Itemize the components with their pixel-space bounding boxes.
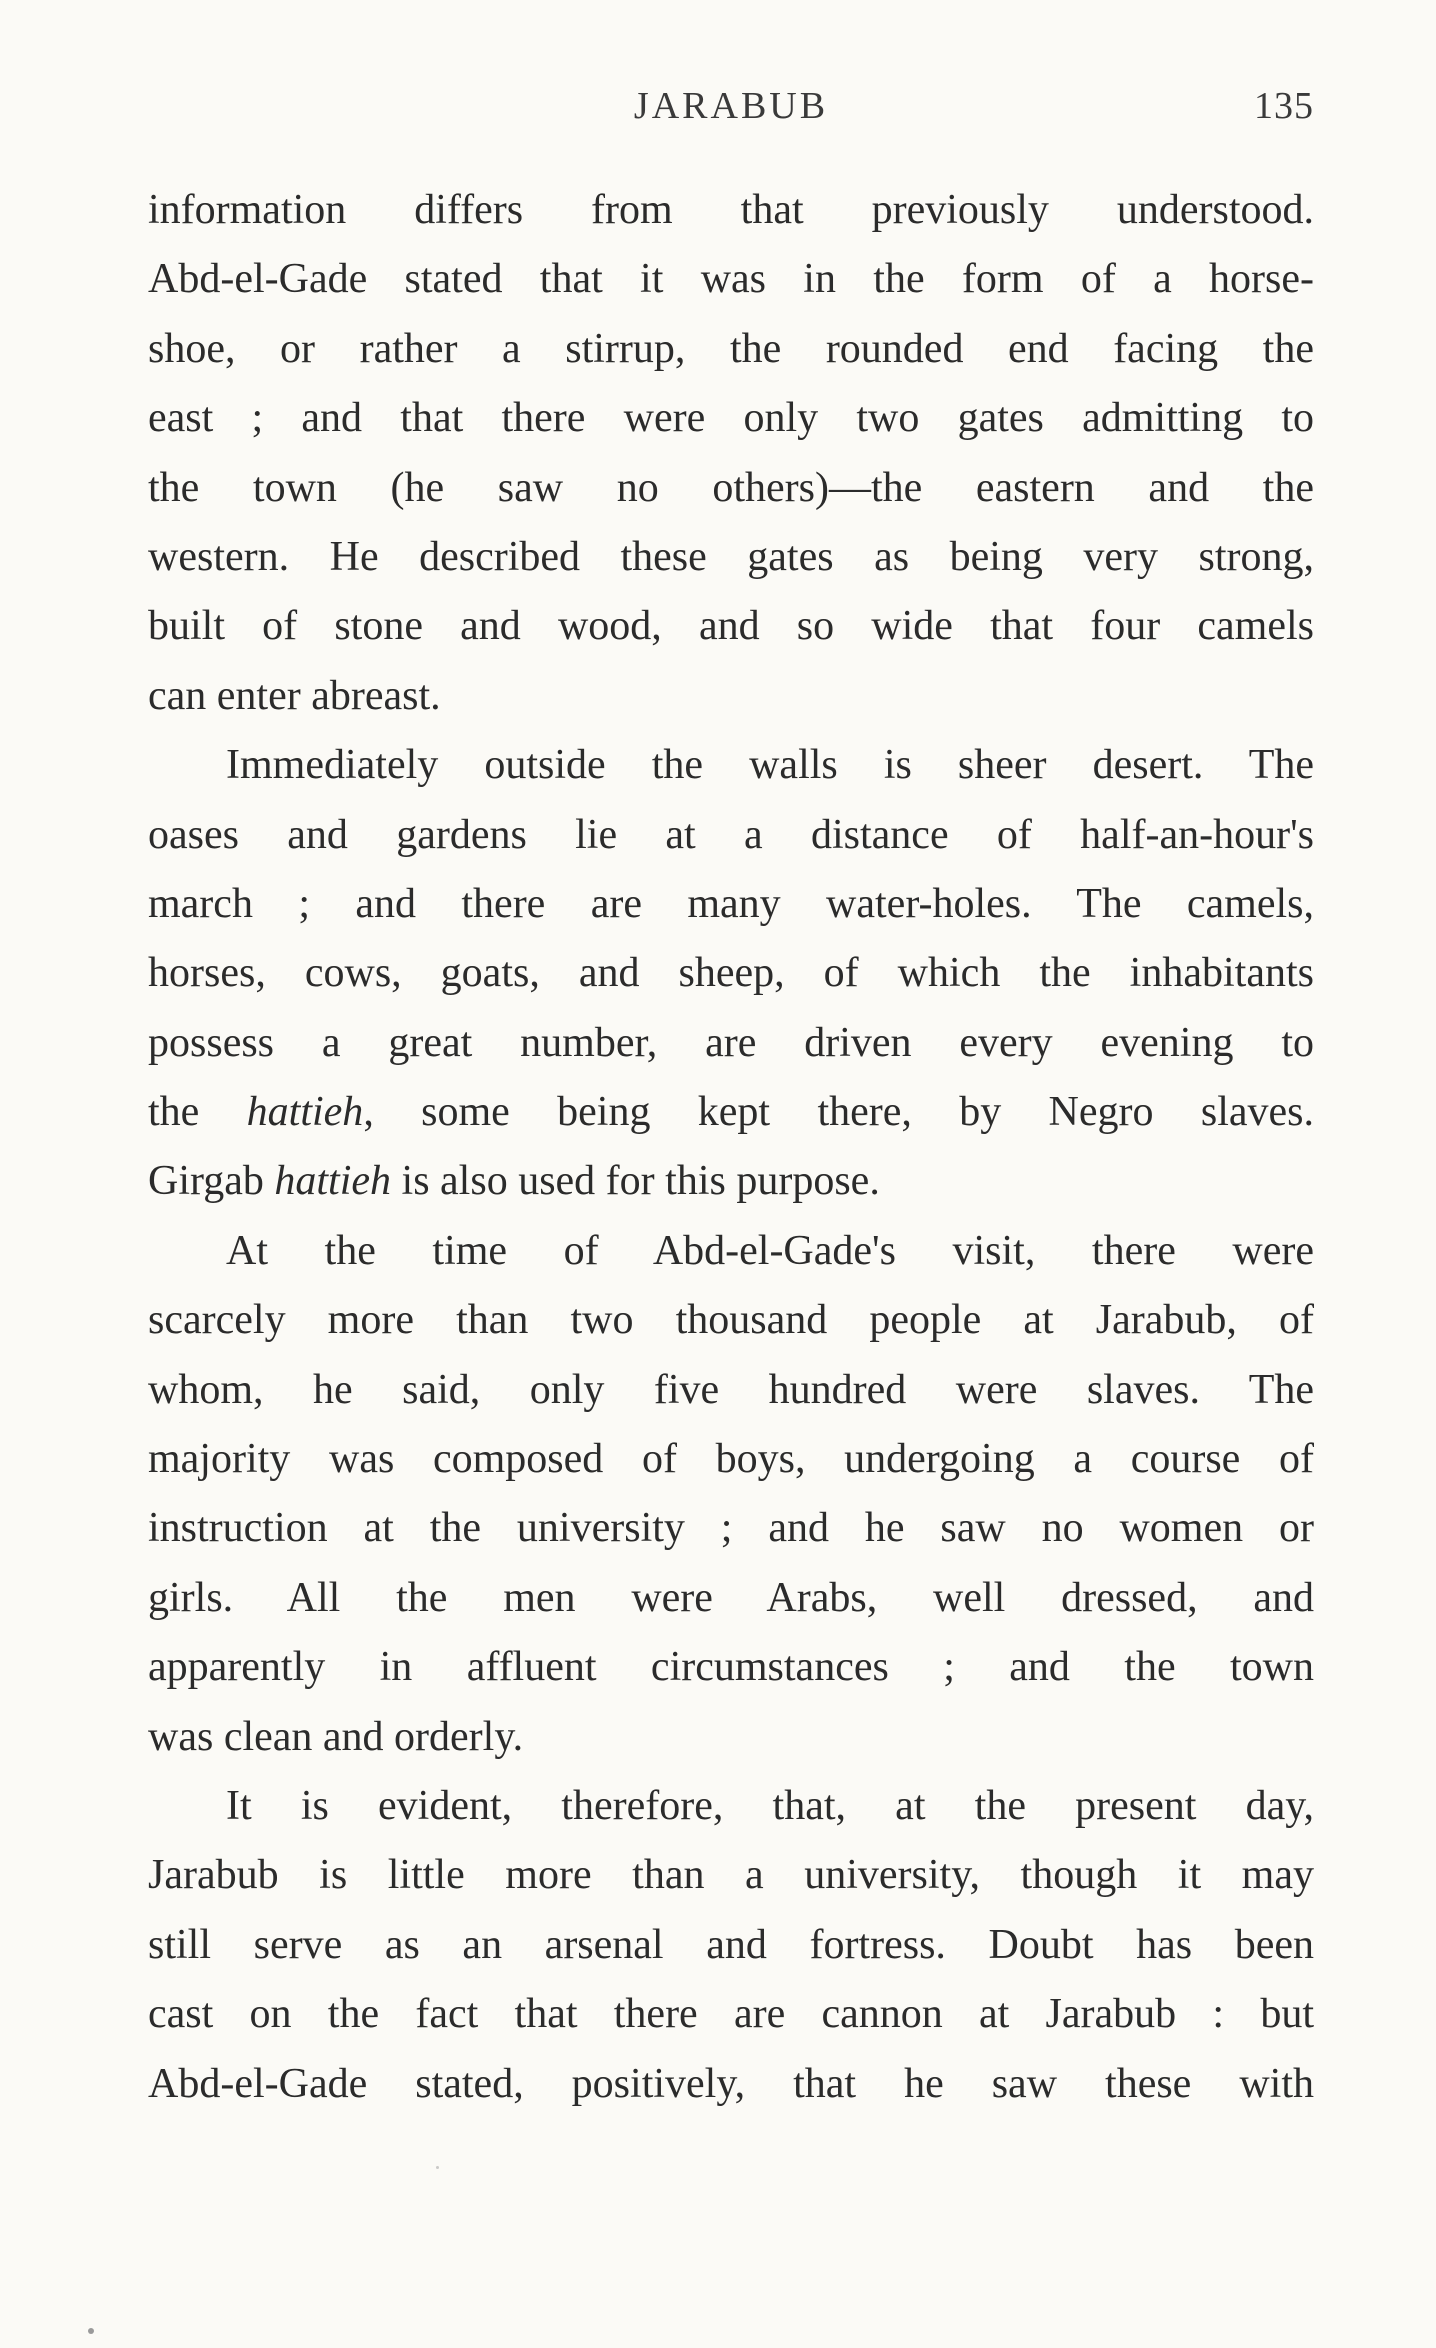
text-line: built of stone and wood, and so wide that four camels [148, 603, 1314, 650]
paper-speck [88, 2328, 94, 2334]
text-line: cast on the fact that there are cannon at Jarabub : but [148, 1991, 1314, 2038]
page-number: 135 [1254, 85, 1314, 127]
text-line: Immediately outside the walls is sheer desert. The [226, 742, 1314, 789]
text-line-with-italic [148, 1147, 1314, 1216]
text-line-with-italic [148, 1078, 1314, 1147]
paper-speck [436, 2166, 439, 2169]
text-line: western. He described these gates as being very strong, [148, 533, 1314, 580]
text-line: march ; and there are many water-holes. The camels, [148, 880, 1314, 927]
text-line: oases and gardens lie at a distance of half-an-hour's [148, 811, 1314, 858]
text-line: whom, he said, only five hundred were slaves. The [148, 1366, 1314, 1413]
text-line: can enter abreast. [148, 672, 441, 719]
text-line: possess a great number, are driven every evening to [148, 1019, 1314, 1066]
text-line: was clean and orderly. [148, 1713, 524, 1760]
text-line: Abd-el-Gade stated that it was in the form of a horse- [148, 256, 1314, 303]
italic-term: hattieh [246, 1089, 364, 1136]
text-line: Abd-el-Gade stated, positively, that he saw these with [148, 2060, 1314, 2107]
text-line: information differs from that previously understood. [148, 187, 1314, 233]
text-segment: the [148, 1089, 247, 1136]
text-line: the town (he saw no others)—the eastern and the [148, 464, 1314, 511]
text-line: girls. All the men were Arabs, well dressed, and [148, 1574, 1314, 1621]
text-line: scarcely more than two thousand people at Jarabub, of [148, 1297, 1314, 1344]
text-segment: , some being kept there, by Negro slaves. [363, 1089, 1314, 1136]
italic-term: hattieh [274, 1158, 392, 1205]
running-head [148, 84, 1314, 134]
text-line: shoe, or rather a stirrup, the rounded end facing the [148, 325, 1314, 372]
text-segment: is also used for this purpose. [391, 1158, 880, 1205]
text-line: horses, cows, goats, and sheep, of which the inhabitants [148, 950, 1314, 997]
text-line: apparently in affluent circumstances ; and the town [148, 1644, 1314, 1691]
text-line: instruction at the university ; and he saw no women or [148, 1505, 1314, 1552]
running-title: JARABUB [633, 85, 829, 127]
text-line: At the time of Abd-el-Gade's visit, there were [226, 1227, 1314, 1274]
text-line: east ; and that there were only two gates admitting to [148, 395, 1314, 442]
text-line: Jarabub is little more than a university, though it may [148, 1852, 1314, 1899]
body-text [148, 176, 1314, 2119]
text-line: still serve as an arsenal and fortress. Doubt has been [148, 1921, 1314, 1968]
text-segment: Girgab [148, 1158, 275, 1205]
text-line: It is evident, therefore, that, at the present day, [226, 1782, 1314, 1829]
text-line: majority was composed of boys, undergoing a course of [148, 1436, 1314, 1483]
